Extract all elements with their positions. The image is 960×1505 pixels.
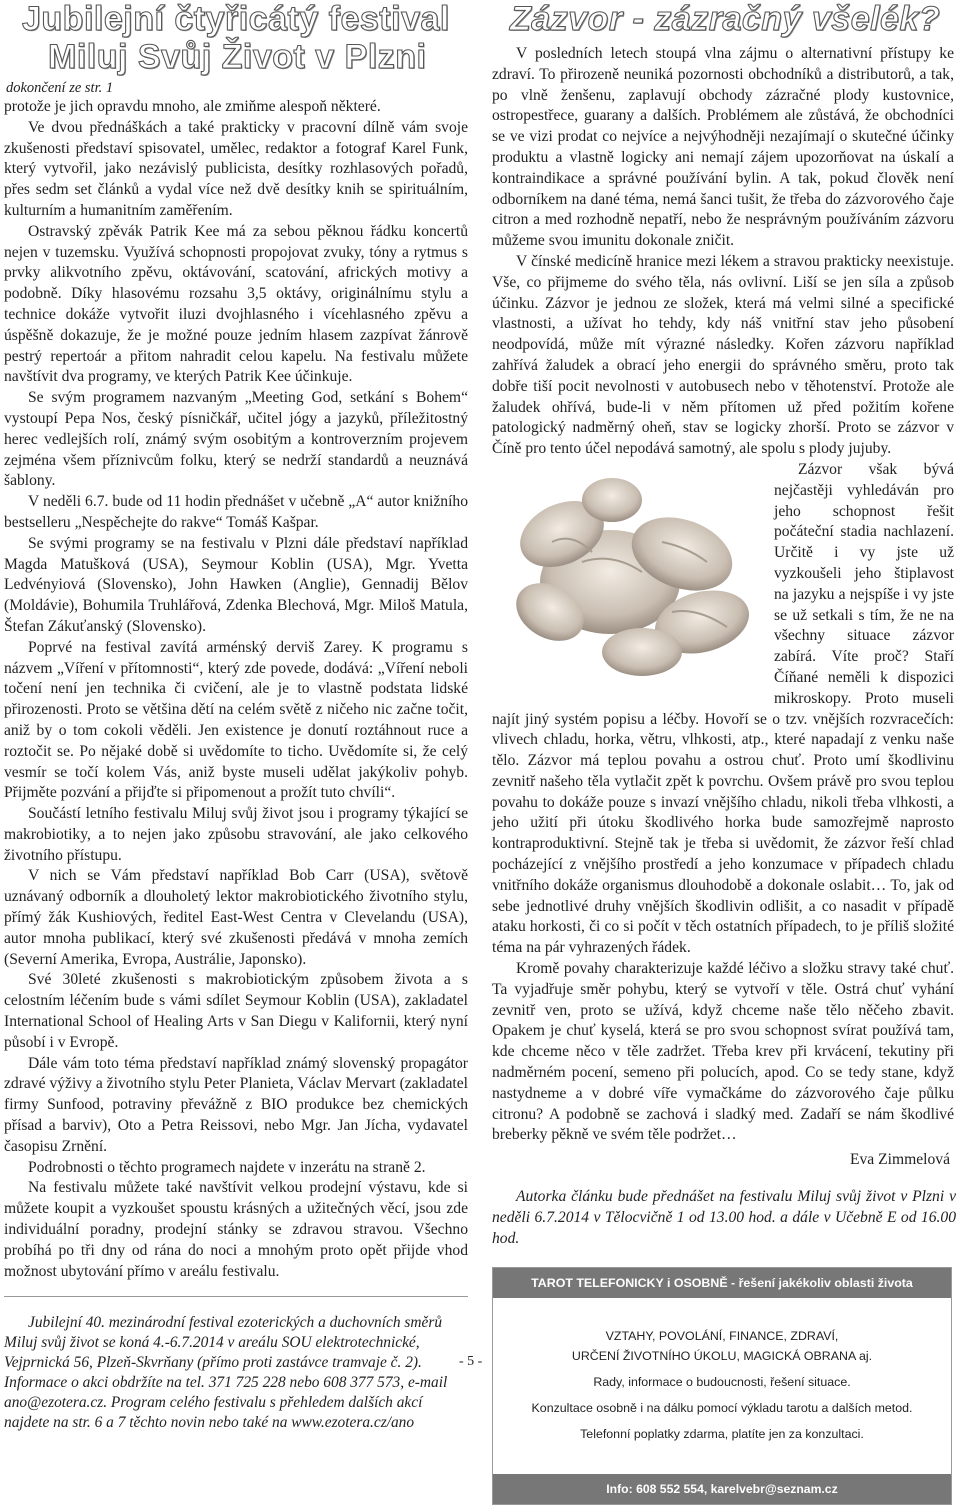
advert-line: VZTAHY, POVOLÁNÍ, FINANCE, ZDRAVÍ, (605, 1329, 839, 1344)
paragraph: Součástí letního festivalu Miluj svůj život jsou i programy týkající se makrobiotiky, a to nejen jako způsobu stravování, ale jako celkového životního přístupu. (4, 805, 468, 864)
advert-footer: Info: 608 552 554, karelvebr@seznam.cz (493, 1474, 951, 1504)
festival-info-box (4, 1296, 468, 1433)
article-title-ginger: Zázvor - zázračný všelék? (510, 0, 941, 38)
paragraph: Na festivalu můžete také navštívit velkou prodejní výstavu, kde si můžete koupit a vyzkoušet spoustu krásných a užitečných věcí, jsou zde individuální poradny, prodejní stánky se zdravou stravou. Všechno probíhá po tři dny od rána do noci a mnohým proto opět přijde vhod možnost ubytování přímo v areálu festivalu. (4, 1179, 468, 1280)
advert-header: TAROT TELEFONICKY i OSOBNĚ - řešení jakékoliv oblasti života (493, 1268, 951, 1298)
paragraph: Ve dvou přednáškách a také prakticky v pracovní dílně vám svoje zkušenosti představí spisovatel, umělec, redaktor a fotograf Karel Funk, který vytvořil, jako nezávislý publicista, desítky rozhlasových pořadů, přes sedm set článků a vydal více než dvě desítky knih se spirituálním, kulturním a humanitním zaměřením. (4, 118, 468, 219)
advert-body (493, 1298, 951, 1474)
advert-line: Rady, informace o budoucnosti, řešení situace. (593, 1375, 851, 1390)
paragraph: Se svými programy se na festivalu v Plzni dále představí například Magda Matušková (USA), Seymour Koblin (USA), Mgr. Yvetta Ledvényiová (Slovensko), John Hawken (Anglie), Gennadij Bělov (Moldávie), Bohumila Truhlářová, Zdenka Blechová, Mgr. Miloš Matula, Štefan Zákuťanský (Slovensko). (4, 534, 468, 635)
article-title-festival (0, 0, 472, 76)
author-signature: Eva Zimmelová (849, 1151, 950, 1169)
paragraph: V neděli 6.7. bude od 11 hodin přednášet v učebně „A“ autor knižního bestselleru „Nespěchejte do rakve“ Tomáš Kašpar. (4, 493, 468, 531)
title-line-1: Jubilejní čtyřicátý festival (22, 0, 450, 38)
paragraph-text: Zázvor však bývá nejčastěji vyhledáván pro jeho schopnost řešit počáteční stadia nachlazení. Určitě i vy jste už vyzkoušeli jeho štiplavost na jazyku a nejspíše i vy jste se už setkali s tím, že ne na všechny situace zázvor zabírá. Víte proč? Staří Číňané neměli k dispozici mikroskopy. Proto museli najít jiný systém popisu a léčby. Hovoří se o tzv. vnějších rozvracečích: vlivech chladu, horka, větru, vlhkosti, atp., které napadají z venku naše tělo. Zázvor má teplou povahu a ostrou chuť. Proto umí škodlivinu zevnitř našeho těla vytlačit zpět k povrchu. Ovšem právě pro svou teplou povahu to dokáže pouze s invazí vnějšího chladu, nikoli třeba vlhkosti, a jeho užití při útoku škodlivého horka bude samozřejmě naprosto kontraproduktivní. Stejně tak je třeba si uvědomit, že zázvor řeší chlad pocházející z vnějšího prostředí a jeho konzumace v případech chladu vnitřního dokáže organismus dlouhodobě a dokonale oslabit… To, jak od sebe jednotlivé druhy vnějších škodlivin odlišit, a co nasadit v případě ataku horkosti, či co si počít v těch ostatních případech, to je příliš složité téma na pár vyhrazených řádek. (492, 460, 954, 957)
paragraph: protože je jich opravdu mnoho, ale zmiňme alespoň některé. (4, 98, 381, 115)
festival-info-text: Jubilejní 40. mezinárodní festival ezoterických a duchovních směrů Miluj svůj život se koná 4.-6.7.2014 v areálu SOU elektrotechnické, Vejprnická 56, Plzeň-Skvrňany (přímo proti zastávce tramvaje č. 2). Informace o akci obdržíte na tel. 371 725 228 nebo 608 377 573, e-mail ano@ezotera.cz. Program celého festivalu s přehledem dalších akcí najdete na str. 6 a 7 těchto novin nebo také na www.ezotera.cz/ano (4, 1314, 448, 1432)
continued-note: dokončení ze str. 1 (6, 80, 114, 96)
paragraph: Se svým programem nazvaným „Meeting God, setkání s Bohem“ vystoupí Pepa Nos, český písničkář, učitel jógy a jazyků, příležitostný herec vedlejších rolí, známý svým osobitým a kontroverzním projevem zejména všem příznivcům folku, který se nedrží standardů a neuznává šablony. (4, 389, 468, 490)
paragraph: Poprvé na festival zavítá arménský derviš Zarey. K programu s názvem „Víření v přítomnosti“, který zde povede, dodává: „Víření neboli točení není jen technika či cvičení, ale je to vlastně podstata lidské přirozenosti. Proto se většina dětí na celém světě z ničeho nic začne točit, aniž by o tom cokoli věděli. Jen existence je donutí roztáhnout ruce a roztočit se. Po nějaké době si uvědomíte to ticho. Uvědomíte si, že celý vesmír se točí kolem Vás, aniž byste museli udělat jakýkoliv pohyb. Přijměte pozvání a přijďte si připomenout a prožít tuto chvíli“. (4, 638, 468, 802)
advert-line: URČENÍ ŽIVOTNÍHO ÚKOLU, MAGICKÁ OBRANA aj. (571, 1349, 873, 1364)
paragraph: V čínské medicíně hranice mezi lékem a stravou prakticky neexistuje. Vše, co přijmeme do svého těla, nás ovlivní. Liší se jen síla a způsob účinku. Zázvor je jednou ze složek, která má velmi silné a specifické vlastnosti, a užívat ho tehdy, kdy náš vnitřní stav jeho působení neodpovídá, může mít výrazné následky. Kořen zázvoru například zahřívá žaludek a obrací jeho energii do správného směru, proto tak dobře tiší pocit nevolnosti v autobusech nebo v těhotenství. Protože ale žaludek ohřívá, bude-li v něm přítomen už před požitím kořene patologický nadměrný oheň, stav se logicky zhorší. Proto se zázvor v Číně pro tento účel nepodává samotný, ale spolu s plody jujuby. (492, 252, 954, 458)
paragraph: Podrobnosti o těchto programech najdete v inzerátu na straně 2. (28, 1158, 426, 1176)
paragraph: V posledních letech stoupá vlna zájmu o alternativní přístupy ke zdraví. To přirozeně neuniká pozornosti obchodníků a distributorů, a tak, po vlně ženšenu, zaplavují obchody zázračné plody kustovnice, ostropestřece, guarany a dalších. Problémem ale zůstává, že obchodníci se ve vizi prodat co nejvíce a nejvýhodněji nezajímají o skutečné účinky produktu a vlastně logicky ani nemají zájem upozorňovat na úskalí a kontraindikace a správné používání bylin. A tak, pokud člověk není odborníkem na dané téma, nemá šanci tušit, že třeba do zázvorového čaje citron a med rozhodně nepatří, nebo že nesprávným používáním zázvoru můžeme svou imunitu dokonale zničit. (492, 45, 954, 250)
left-article (0, 0, 472, 1433)
advert-line: Konzultace osobně i na dálku pomocí výkladu tarotu a dalších metod. (531, 1401, 913, 1416)
author-note-text: Autorka článku bude přednášet na festivalu Miluj svůj život v Plzni v neděli 6.7.2014 v Tělocvičně 1 od 13.00 hod. a dále v Učebně E od 16.00 hod. (492, 1188, 956, 1247)
page-number: - 5 - (459, 1354, 483, 1369)
ginger-body (488, 44, 960, 1171)
advert-line: Telefonní poplatky zdarma, platíte jen za konzultaci. (580, 1427, 864, 1442)
paragraph: Kromě povahy charakterizuje každé léčivo a složku stravy také chuť. Ta vyjadřuje směr pohybu, který se vytvoří v těle. Ostrá chuť vyhání zevnitř ven, proto se užívá, když chceme naše tělo něčeho zbavit. Opakem je chuť kyselá, která se pro svou schopnost svírat používá tam, kde chceme něco v těle zadržet. Třeba krev při krvácení, tekutiny při nadměrném pocení, semeno při polucích, apod. Co se tedy stane, když nastydneme a v dobré víře vymačkáme do zázvorového čaje půlku citronu? A podobně se zachová i sladký med. Zadaří se nám škodlivé breberky pěkně ve svém těle podržet… (492, 960, 954, 1144)
paragraph (492, 460, 954, 959)
paragraph: Dále vám toto téma představí například známý slovenský propagátor zdravé výživy a životního stylu Peter Planieta, Václav Mervart (zakladatel firmy Sunfood, potraviny převážně z BIO produkce bez chemických přísad a barviv), Oto a Petra Reissovi, nebo Mgr. Jan Jícha, vydavatel časopisu Zrnění. (4, 1054, 468, 1155)
title-line-2: Miluj Svůj Život v Plzni (48, 38, 427, 76)
ginger-root-image (492, 462, 762, 690)
paragraph: Ostravský zpěvák Patrik Kee má za sebou pěknou řádku koncertů nejen v tuzemsku. Využívá schopnosti propojovat zvuky, tóny a rytmus s prvky alikvotního zpěvu, oktávování, scatování, afrických motivy a podobně. Díky hlasovému rozsahu 3,5 oktávy, originálnímu stylu a technice dokáže vytvořit iluzi dvojhlasného i vícehlasného zpěvu a úspěšně dokazuje, že je možné pouze jedním hlasem zazpívat žánrově pestrý repertoár a přitom nahradit celou kapelu. Na festivalu můžete navštívit dva programy, ve kterých Patrik Kee účinkuje. (4, 222, 468, 386)
festival-body (0, 97, 472, 1282)
paragraph: Své 30leté zkušenosti s makrobiotickým způsobem života a s celostním léčením bude s vámi sdílet Seymour Koblin (USA), zakladatel International School of Healing Arts v San Diegu v Kalifornii, který nyní působí i v Evropě. (4, 971, 468, 1051)
tarot-advert (492, 1267, 952, 1505)
paragraph: V nich se Vám představí například Bob Carr (USA), světově uznávaný odborník a dlouholetý lektor makrobiotického životního stylu, přímý žák Kushiových, ředitel East-West Centra v Clevelandu (USA), autor mnoha publikací, který své zkušenosti předává v mnoha zemích (Severní Amerika, Evropa, Austrálie, Japonsko). (4, 867, 468, 968)
right-article (488, 0, 960, 1505)
author-note (488, 1187, 960, 1249)
